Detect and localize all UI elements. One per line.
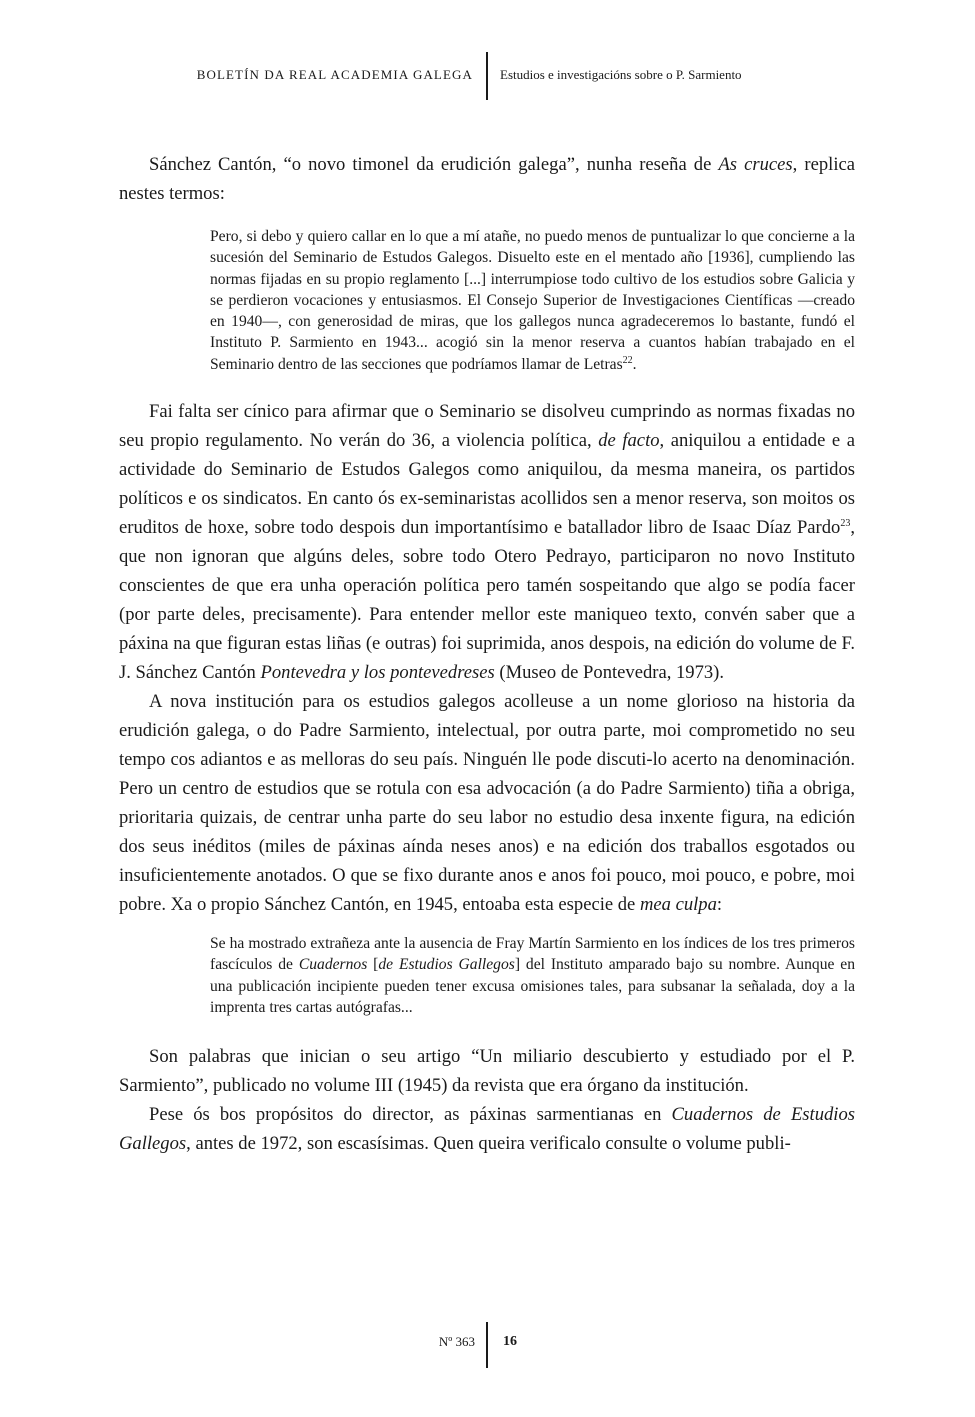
block-quote-1: Pero, si debo y quiero callar en lo que a mí atañe, no puedo menos de puntualizar lo que concierne a la sucesión del Seminario de Estudos Galegos. Disuelto este en el mentado año [1936], cumpliendo las normas fijadas en su propio reglamento [...] interrumpiose todo cultivo de los estudios sobre Galicia y se perdieron vocaciones y entusiasmos. El Consejo Superior de Investigaciones Científicas —creado en 1940—, con generosidad de miras, que los gallegos nunca agradeceremos lo bastante, fundó el Instituto P. Sarmiento en 1943... acogió sin la menor reserva a cuantos habían trabajado en el Seminario dentro de las secciones que podríamos llamar de Letras$^{22}$. bbox=[210, 228, 855, 373]
article-body bbox=[119, 150, 855, 1158]
footnote-ref-23[interactable]: 23 bbox=[840, 517, 851, 529]
page-number: 16 bbox=[503, 1334, 517, 1349]
block-quote-2: Se ha mostrado extrañeza ante la ausencia de Fray Martín Sarmiento en los índices de los tres primeros fascículos de Cuadernos [de Estudios Gallegos] del Instituto amparado bajo su nombre. Aunque en una publicación incipiente pueden tener excusa omisiones tales, para subsanar la señalada, doy a la imprenta tres cartas autógrafas... bbox=[210, 935, 856, 1016]
paragraph-3: A nova institución para os estudios galegos acolleuse a un nome glorioso na historia da erudición galega, o do Padre Sarmiento, intelectual, por outra parte, moi comprometido no seu tempo cos adiantos e as melloras do seu país. Ninguén lle pode discuti-lo acerto na denominación. Pero un centro de estudios que se rotula con esa advocación (a do Padre Sarmiento) tiña a obriga, prioritaria quizais, de centrar unha parte do seu labor no estudio desa inxente figura, na edición dos seus inéditos (miles de páxinas aínda neses anos) e na edición dos traballos esgotados ou insuficientemente anotados. O que se fixo durante anos e anos foi pouco, moi pouco, e pobre, moi pobre. Xa o propio Sánchez Cantón, en 1945, entoaba esta especie de mea culpa: bbox=[119, 691, 855, 916]
running-head bbox=[0, 52, 975, 100]
footnote-ref-22[interactable]: 22 bbox=[622, 354, 633, 366]
section-title: Estudios e investigacións sobre o P. Sarmiento bbox=[500, 67, 742, 82]
issue-number: Nº 363 bbox=[438, 1334, 475, 1349]
paragraph-1: Sánchez Cantón, “o novo timonel da erudición galega”, nunha reseña de As cruces, replica nestes termos: bbox=[119, 154, 855, 204]
page-footer bbox=[0, 1322, 975, 1368]
paragraph-5: Pese ós bos propósitos do director, as páxinas sarmentianas en Cuadernos de Estudios Gallegos, antes de 1972, son escasísimas. Quen queira verificalo consulte o volume publi- bbox=[119, 1104, 856, 1155]
paragraph-2: Fai falta ser cínico para afirmar que o Seminario se disolveu cumprindo as normas fixadas no seu propio regulamento. No verán do 36, a violencia política, de facto, aniquilou a entidade e a actividade do Seminario de Estudos Galegos como aniquilou, da mesma maneira, os partidos políticos e os sindicatos. En canto ós ex-seminaristas acollidos sen a menor reserva, son moitos os eruditos de hoxe, sobre todo despois dun importantísimo e batallador libro de Isaac Díaz Pardo$^{23}$, que non ignoran que algúns deles, sobre todo Otero Pedrayo, participaron no novo Instituto conscientes de que era unha operación política pero tamén sospeitando que algo se podía facer (por parte deles, precisamente). Para entender mellor este maniqueo texto, convén saber que a páxina na que figuran estas liñas (e outras) foi suprimida, anos despois, na edición do volume de F. J. Sánchez Cantón Pontevedra y los pontevedreses (Museo de Pontevedra, 1973). bbox=[119, 401, 855, 684]
journal-title: BOLETÍN DA REAL ACADEMIA GALEGA bbox=[196, 67, 473, 82]
header-divider bbox=[486, 52, 488, 100]
paragraph-4: Son palabras que inician o seu artigo “Un miliario descubierto y estudiado por el P. Sarmiento”, publicado no volume III (1945) da revista que era órgano da institución. bbox=[119, 1046, 855, 1097]
footer-divider bbox=[486, 1322, 488, 1368]
